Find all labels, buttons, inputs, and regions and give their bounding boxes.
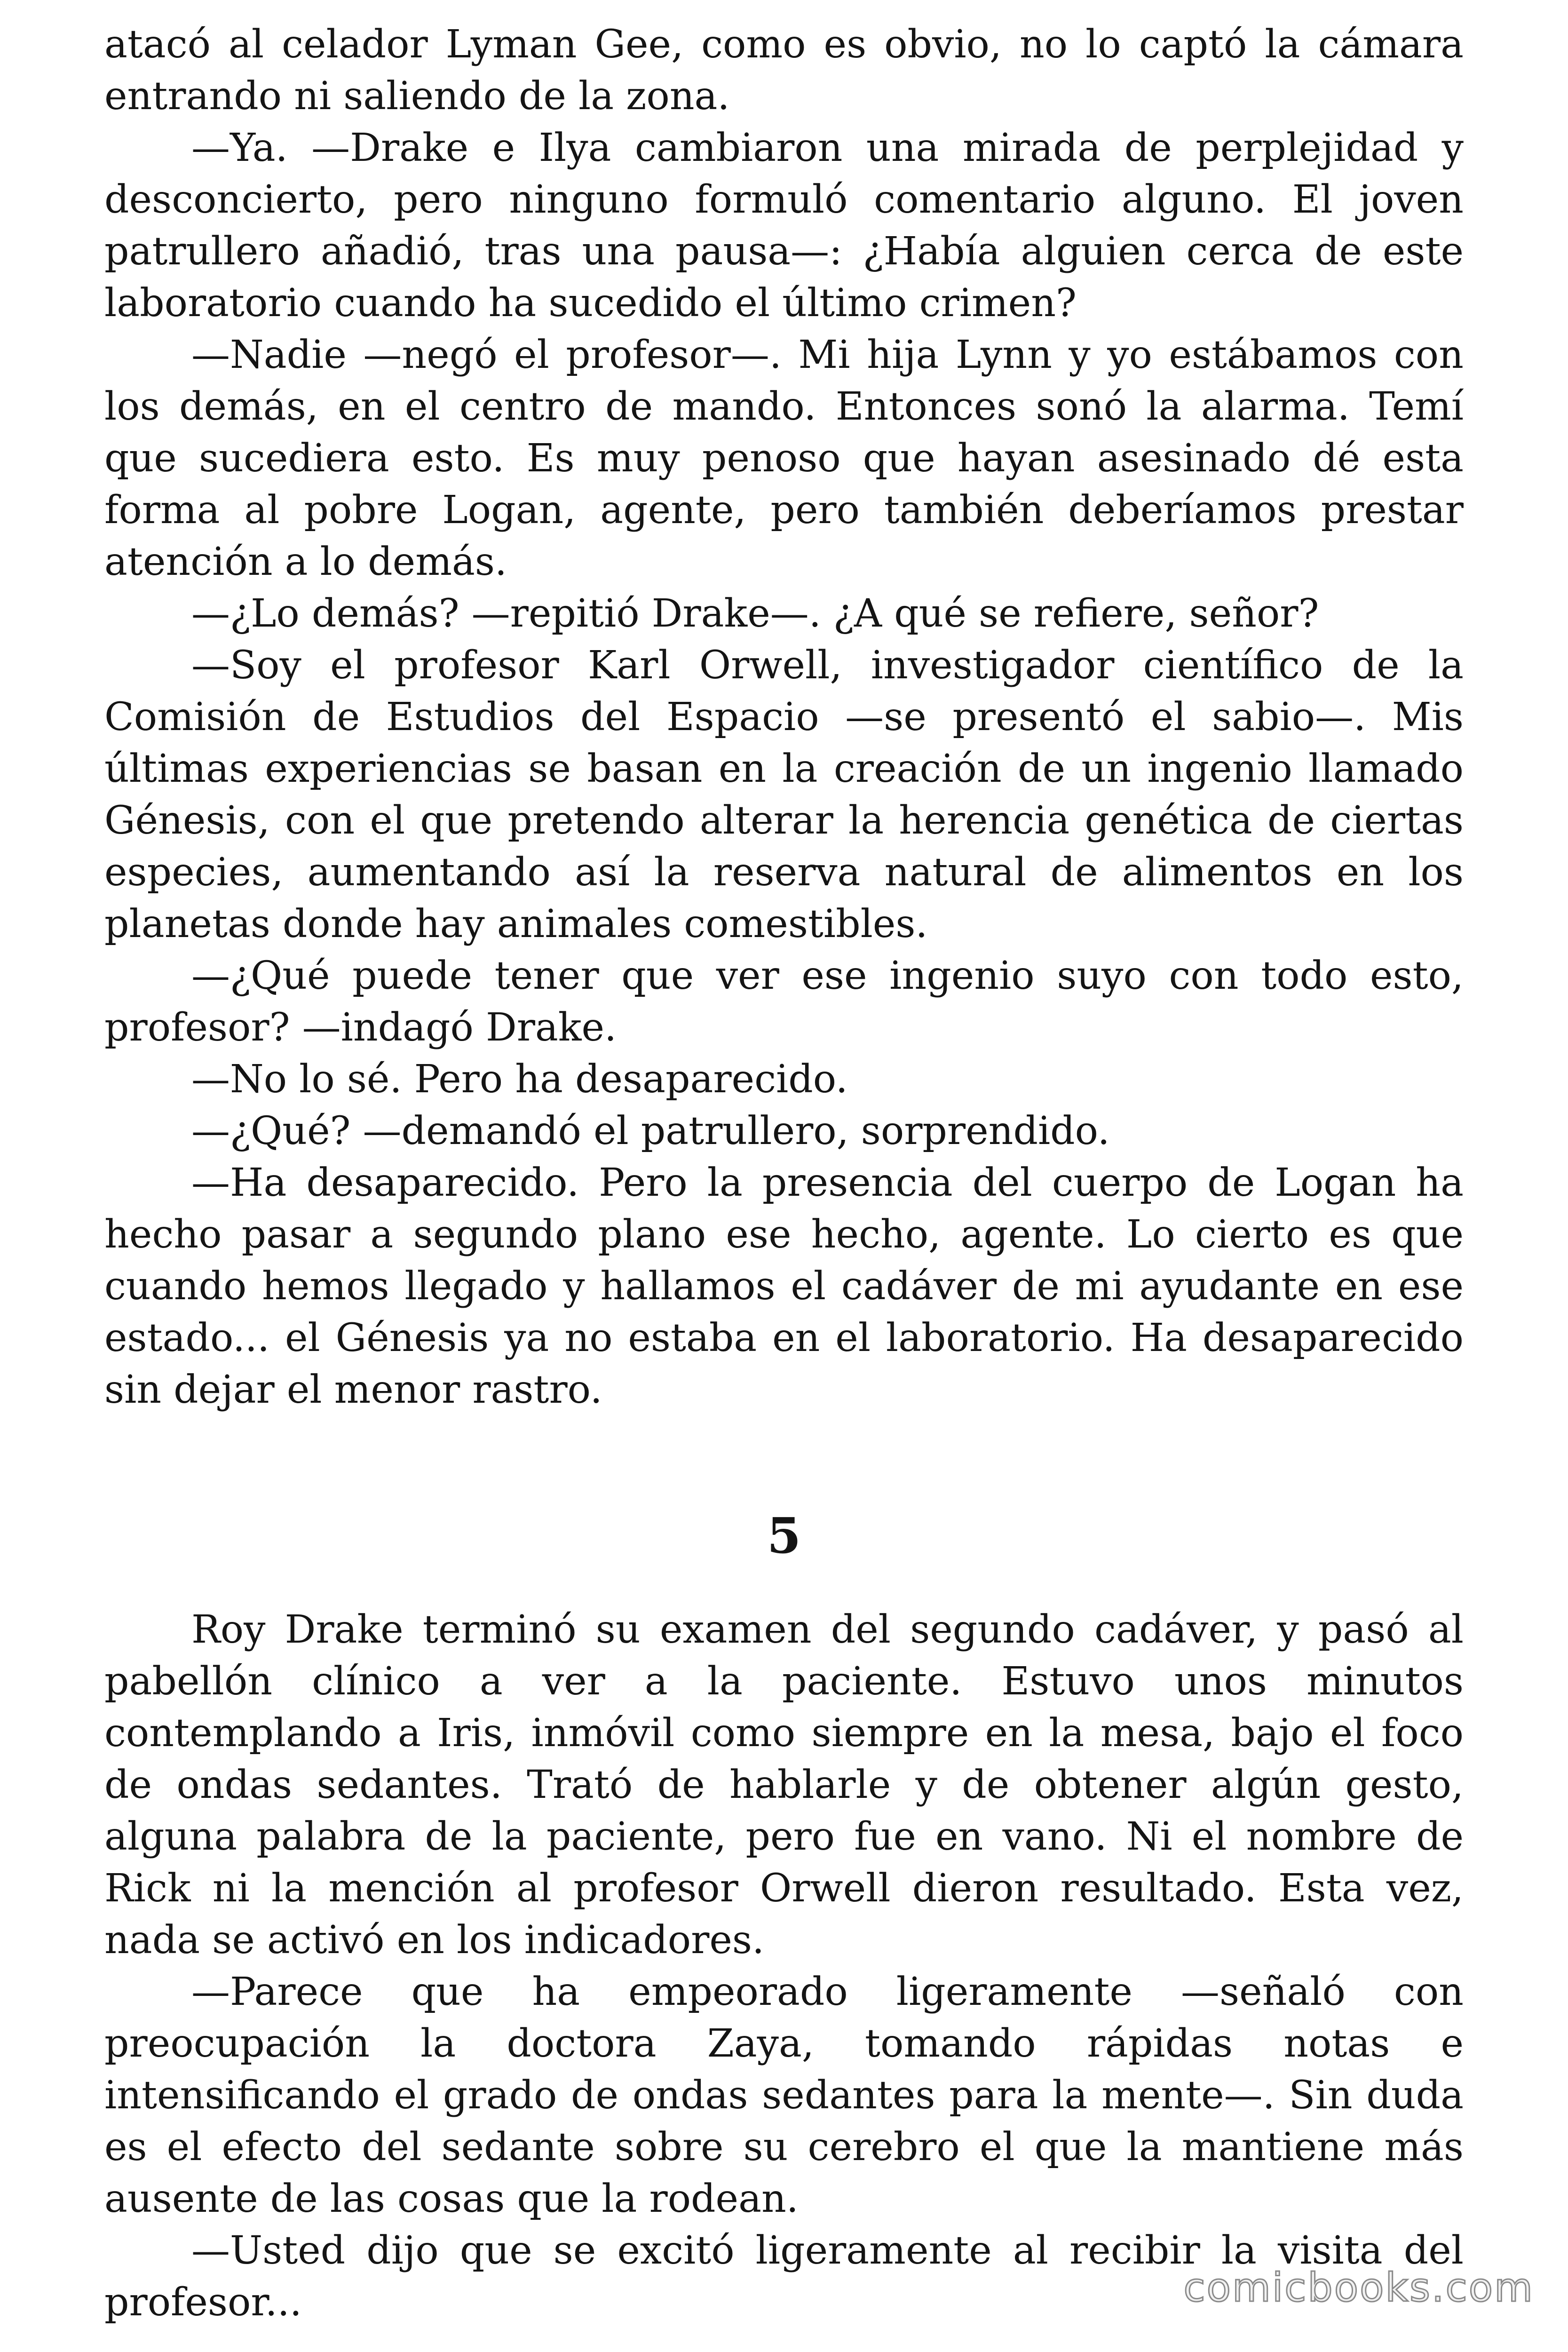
paragraph: —¿Qué? —demandó el patrullero, sorprendido. [191,1109,1110,1153]
paragraph: —Nadie —negó el profesor—. Mi hija Lynn y yo estábamos con los demás, en el centro de mando. Entonces sonó la alarma. Temí que sucediera esto. Es muy penoso que hayan asesinado dé esta forma al pobre Logan, agente, pero también deberíamos prestar atención a lo demás. [104,333,1464,584]
paragraph: Roy Drake terminó su examen del segundo cadáver, y pasó al pabellón clínico a ver a la paciente. Estuvo unos minutos contemplando a Iris, inmóvil como siempre en la mesa, bajo el foco de ondas sedantes. Trató de hablarle y de obtener algún gesto, alguna palabra de la paciente, pero fue en vano. Ni el nombre de Rick ni la mención al profesor Orwell dieron resultado. Esta vez, nada se activó en los indicadores. [104,1607,1464,1963]
top-section [104,19,1464,1416]
paragraph: —No lo sé. Pero ha desaparecido. [191,1057,848,1102]
paragraph: atacó al celador Lyman Gee, como es obvio, no lo captó la cámara entrando ni saliendo de la zona. [104,22,1464,119]
page-body [104,19,1464,2328]
chapter-spacer [104,1562,1464,1604]
chapter-heading: 5 [767,1507,801,1565]
site-watermark: comicbooks.com [1183,2265,1534,2311]
paragraph: —Usted dijo que se excitó ligeramente al recibir la visita del profesor... [104,2228,1464,2325]
paragraph: —¿Qué puede tener que ver ese ingenio suyo con todo esto, profesor? —indagó Drake. [104,954,1464,1050]
paragraph: —Ya. —Drake e Ilya cambiaron una mirada de perplejidad y desconcierto, pero ninguno formuló comentario alguno. El joven patrullero añadió, tras una pausa—: ¿Había alguien cerca de este laboratorio cuando ha sucedido el último crimen? [104,126,1464,326]
chapter-spacer [104,1416,1464,1510]
bottom-section [104,1604,1464,2328]
paragraph: —Soy el profesor Karl Orwell, investigador científico de la Comisión de Estudios del Espacio —se presentó el sabio—. Mis últimas experiencias se basan en la creación de un ingenio llamado Génesis, con el que pretendo alterar la herencia genética de ciertas especies, aumentando así la reserva natural de alimentos en los planetas donde hay animales comestibles. [104,643,1464,946]
paragraph: —Parece que ha empeorado ligeramente —señaló con preocupación la doctora Zaya, tomando rápidas notas e intensificando el grado de ondas sedantes para la mente—. Sin duda es el efecto del sedante sobre su cerebro el que la mantiene más ausente de las cosas que la rodean. [104,1970,1464,2221]
paragraph: —¿Lo demás? —repitió Drake—. ¿A qué se refiere, señor? [191,591,1319,636]
paragraph: —Ha desaparecido. Pero la presencia del cuerpo de Logan ha hecho pasar a segundo plano ese hecho, agente. Lo cierto es que cuando hemos llegado y hallamos el cadáver de mi ayudante en ese estado... el Génesis ya no estaba en el laboratorio. Ha desaparecido sin dejar el menor rastro. [104,1160,1464,1412]
